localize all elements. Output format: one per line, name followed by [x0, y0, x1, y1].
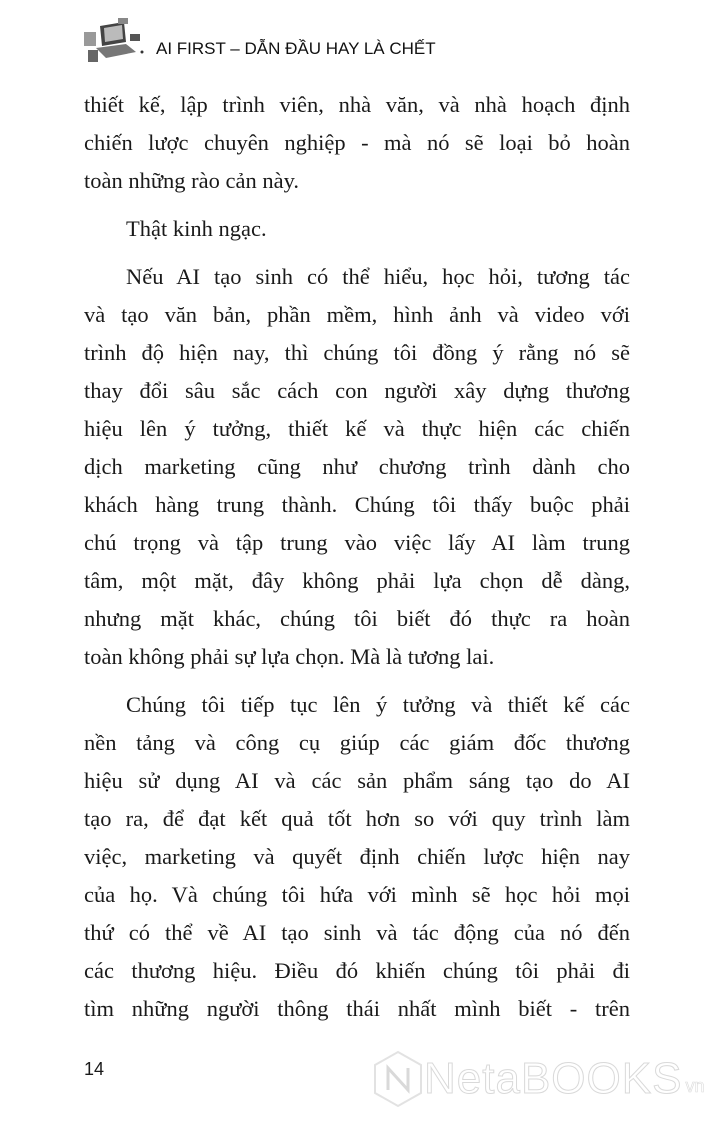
page-number: 14: [84, 1059, 105, 1079]
text-line: các thương hiệu. Điều đó khiến chúng tôi phải đi: [84, 958, 630, 983]
book-title: AI FIRST – DẪN ĐẦU HAY LÀ CHẾT: [156, 39, 436, 58]
running-header: [80, 18, 436, 68]
text-line: nền tảng và công cụ giúp các giám đốc thương: [84, 730, 630, 755]
watermark-brand: NetaBOOKS: [424, 1054, 683, 1103]
text-line: Thật kinh ngạc.: [126, 216, 267, 241]
watermark: [372, 1050, 704, 1108]
text-line: toàn không phải sự lựa chọn. Mà là tương lai.: [84, 644, 495, 669]
text-line: tạo ra, để đạt kết quả tốt hơn so với quy trình làm: [84, 806, 630, 831]
text-line: chú trọng và tập trung vào việc lấy AI làm trung: [84, 530, 630, 555]
computer-illustration-icon: [80, 18, 148, 68]
text-line: trình độ hiện nay, thì chúng tôi đồng ý rằng nó sẽ: [84, 340, 630, 365]
text-line: tìm những người thông thái nhất mình biết - trên: [84, 996, 630, 1021]
text-line: nhưng mặt khác, chúng tôi biết đó thực ra hoàn: [84, 606, 630, 631]
text-line: hiệu lên ý tưởng, thiết kế và thực hiện các chiến: [84, 416, 630, 441]
text-line: khách hàng trung thành. Chúng tôi thấy buộc phải: [84, 492, 630, 517]
text-line: thiết kế, lập trình viên, nhà văn, và nhà hoạch định: [84, 92, 630, 117]
text-line: việc, marketing và quyết định chiến lược hiện nay: [84, 844, 630, 869]
text-line: Nếu AI tạo sinh có thể hiểu, học hỏi, tương tác: [126, 264, 630, 289]
text-line: toàn những rào cản này.: [84, 168, 300, 193]
text-line: chiến lược chuyên nghiệp - mà nó sẽ loại bỏ hoàn: [84, 130, 630, 155]
page-body: [84, 86, 630, 1028]
text-line: tâm, một mặt, đây không phải lựa chọn dễ dàng,: [84, 568, 630, 593]
text-line: và tạo văn bản, phần mềm, hình ảnh và video với: [84, 302, 630, 327]
watermark-suffix: vn: [685, 1075, 704, 1096]
text-line: thứ có thể về AI tạo sinh và tác động của nó đến: [84, 920, 630, 945]
text-line: hiệu sử dụng AI và các sản phẩm sáng tạo do AI: [84, 768, 630, 793]
text-line: Chúng tôi tiếp tục lên ý tưởng và thiết kế các: [126, 692, 630, 717]
netabooks-logo-icon: [372, 1050, 424, 1108]
text-line: dịch marketing cũng như chương trình dành cho: [84, 454, 630, 479]
text-line: của họ. Và chúng tôi hứa với mình sẽ học hỏi mọi: [84, 882, 630, 907]
text-line: thay đổi sâu sắc cách con người xây dựng thương: [84, 378, 630, 403]
